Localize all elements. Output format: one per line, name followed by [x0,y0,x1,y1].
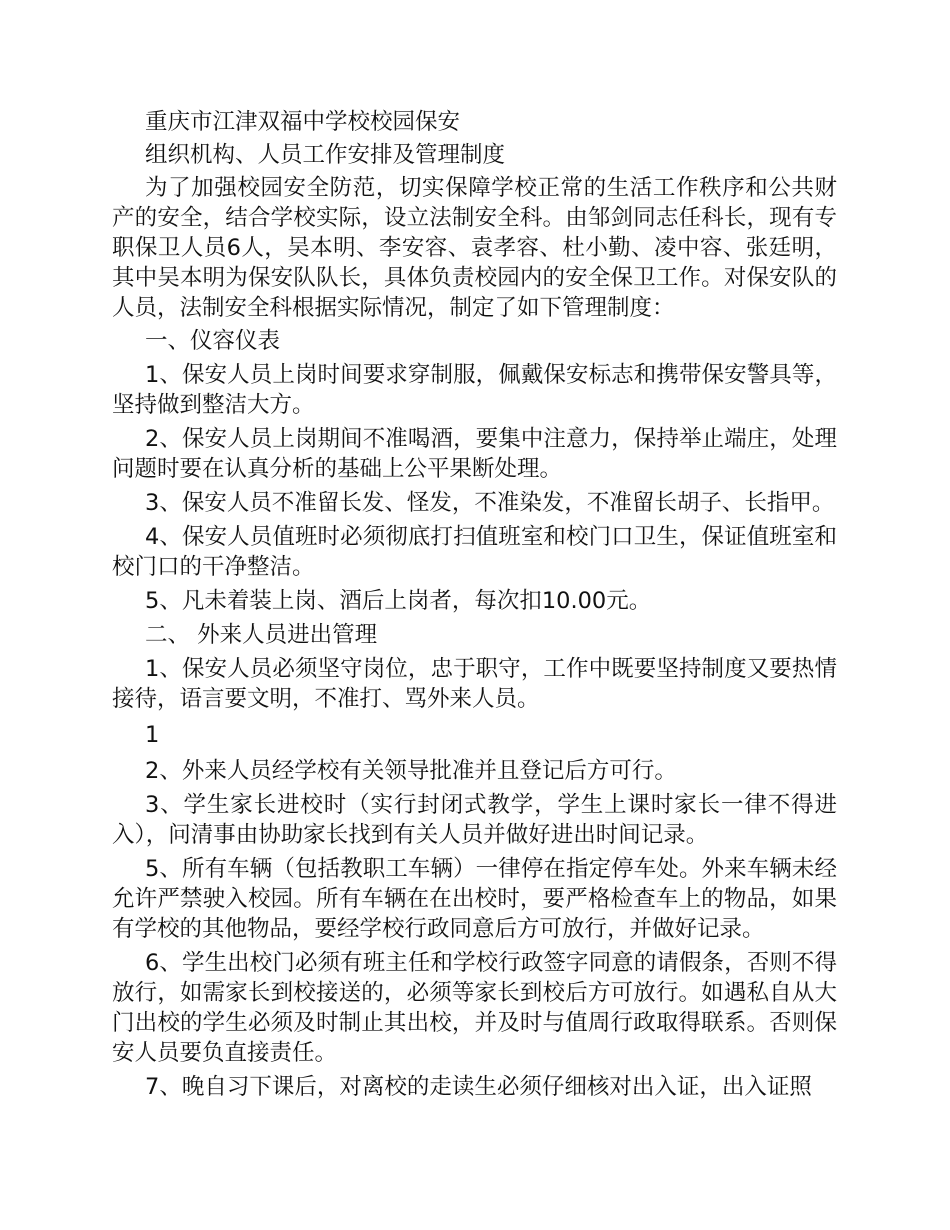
section-2-item: 6、学生出校门必须有班主任和学校行政签字同意的请假条，否则不得放行，如需家长到校接送的，必须等家长到校后方可放行。如遇私自从大门出校的学生必须及时制止其出校，并及时与值周行政取得联系。否则保安人员要负直接责任。 [112,950,837,1066]
section-2-item: 5、所有车辆（包括教职工车辆）一律停在指定停车处。外来车辆未经允许严禁驶入校园。所有车辆在在出校时，要严格检查车上的物品，如果有学校的其他物品，要经学校行政同意后方可放行，并做好记录。 [112,856,837,942]
section-2-item: 7、晚自习下课后，对离校的走读生必须仔细核对出入证，出入证照 [145,1074,812,1100]
intro-paragraph: 为了加强校园安全防范，切实保障学校正常的生活工作秩序和公共财产的安全，结合学校实际，设立法制安全科。由邹剑同志任科长，现有专职保卫人员6人，吴本明、李安容、袁孝容、杜小勤、凌中容、张廷明，其中吴本明为保安队队长，具体负责校园内的安全保卫工作。对保安队的人员，法制安全科根据实际情况，制定了如下管理制度： [112,175,837,321]
page-number: 1 [145,722,160,748]
section-2-heading: 二、 外来人员进出管理 [145,622,378,648]
document-body [112,107,837,1102]
title-line-1: 重庆市江津双福中学校校园保安 [145,109,461,135]
section-1-item: 5、凡未着装上岗、酒后上岗者，每次扣10.00元。 [145,588,652,614]
title-line-2: 组织机构、人员工作安排及管理制度 [145,142,506,168]
section-1-item: 2、保安人员上岗期间不准喝酒，要集中注意力，保持举止端庄，处理问题时要在认真分析的基础上公平果断处理。 [112,426,837,482]
section-1-item: 1、保安人员上岗时间要求穿制服，佩戴保安标志和携带保安警具等，坚持做到整洁大方。 [112,362,837,418]
section-1-item: 3、保安人员不准留长发、怪发，不准染发，不准留长胡子、长指甲。 [145,490,835,516]
section-2-item: 3、学生家长进校时（实行封闭式教学，学生上课时家长一律不得进入），问清事由协助家长找到有关人员并做好进出时间记录。 [112,792,837,848]
section-1-item: 4、保安人员值班时必须彻底打扫值班室和校门口卫生，保证值班室和校门口的干净整洁。 [112,524,837,580]
section-2-item: 1、保安人员必须坚守岗位，忠于职守，工作中既要坚持制度又要热情接待，语言要文明，不准打、骂外来人员。 [112,656,837,712]
section-2-item: 2、外来人员经学校有关领导批准并且登记后方可行。 [145,758,677,784]
section-1-heading: 一、仪容仪表 [145,328,281,354]
